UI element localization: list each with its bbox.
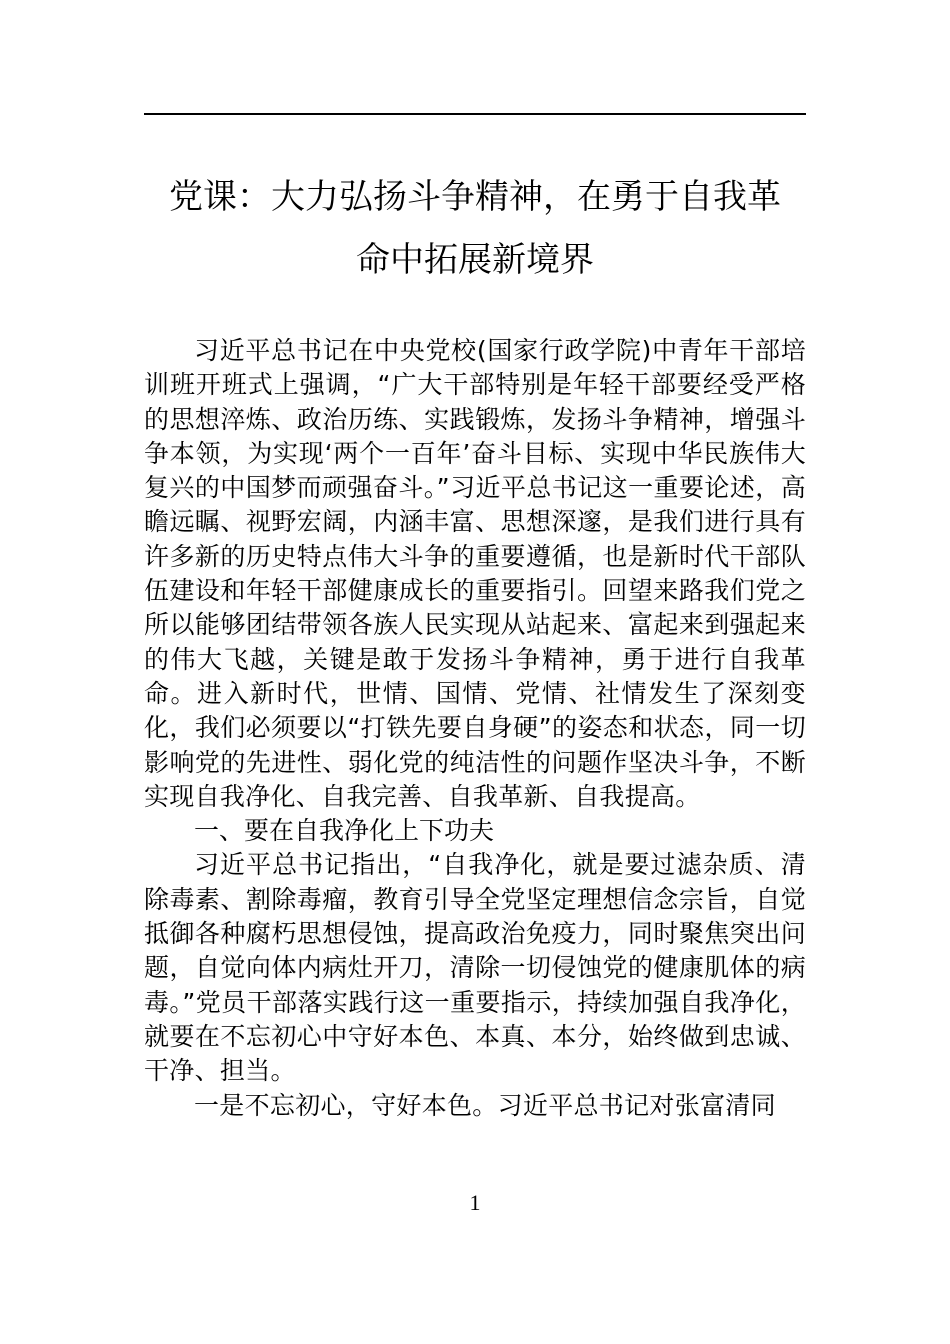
title-line-2: 命中拓展新境界 <box>356 240 594 280</box>
title-line-1: 党课：大力弘扬斗争精神，在勇于自我革 <box>169 177 781 217</box>
intro-paragraph: 习近平总书记在中央党校(国家行政学院)中青年干部培训班开班式上强调，“广大干部特别是年轻干部要经受严格的思想淬炼、政治历练、实践锻炼，发扬斗争精神，增强斗争本领，为实现‘两个一百年’奋斗目标、实现中华民族伟大复兴的中国梦而顽强奋斗。”习近平总书记这一重要论述，高瞻远瞩、视野宏阔，内涵丰富、思想深邃，是我们进行具有许多新的历史特点伟大斗争的重要遵循，也是新时代干部队伍建设和年轻干部健康成长的重要指引。回望来路我们党之所以能够团结带领各族人民实现从站起来、富起来到强起来的伟大飞越，关键是敢于发扬斗争精神，勇于进行自我革命。进入新时代，世情、国情、党情、社情发生了深刻变化，我们必须要以“打铁先要自身硬”的姿态和状态，同一切影响党的先进性、弱化党的纯洁性的问题作坚决斗争，不断实现自我净化、自我完善、自我革新、自我提高。 <box>144 336 806 811</box>
header-rule <box>144 113 806 115</box>
document-title <box>144 166 806 292</box>
section-paragraph: 习近平总书记指出，“自我净化，就是要过滤杂质、清除毒素、割除毒瘤，教育引导全党坚定理想信念宗旨，自觉抵御各种腐朽思想侵蚀，提高政治免疫力，同时聚焦突出问题，自觉向体内病灶开刀，清除一切侵蚀党的健康肌体的病毒。”党员干部落实践行这一重要指示，持续加强自我净化，就要在不忘初心中守好本色、本真、本分，始终做到忠诚、干净、担当。 <box>144 850 806 1086</box>
document-body <box>144 334 806 1123</box>
page-number: 1 <box>469 1190 481 1215</box>
section-heading: 一、要在自我净化上下功夫 <box>194 816 495 846</box>
subsection-paragraph: 一是不忘初心，守好本色。习近平总书记对张富清同 <box>194 1090 776 1120</box>
